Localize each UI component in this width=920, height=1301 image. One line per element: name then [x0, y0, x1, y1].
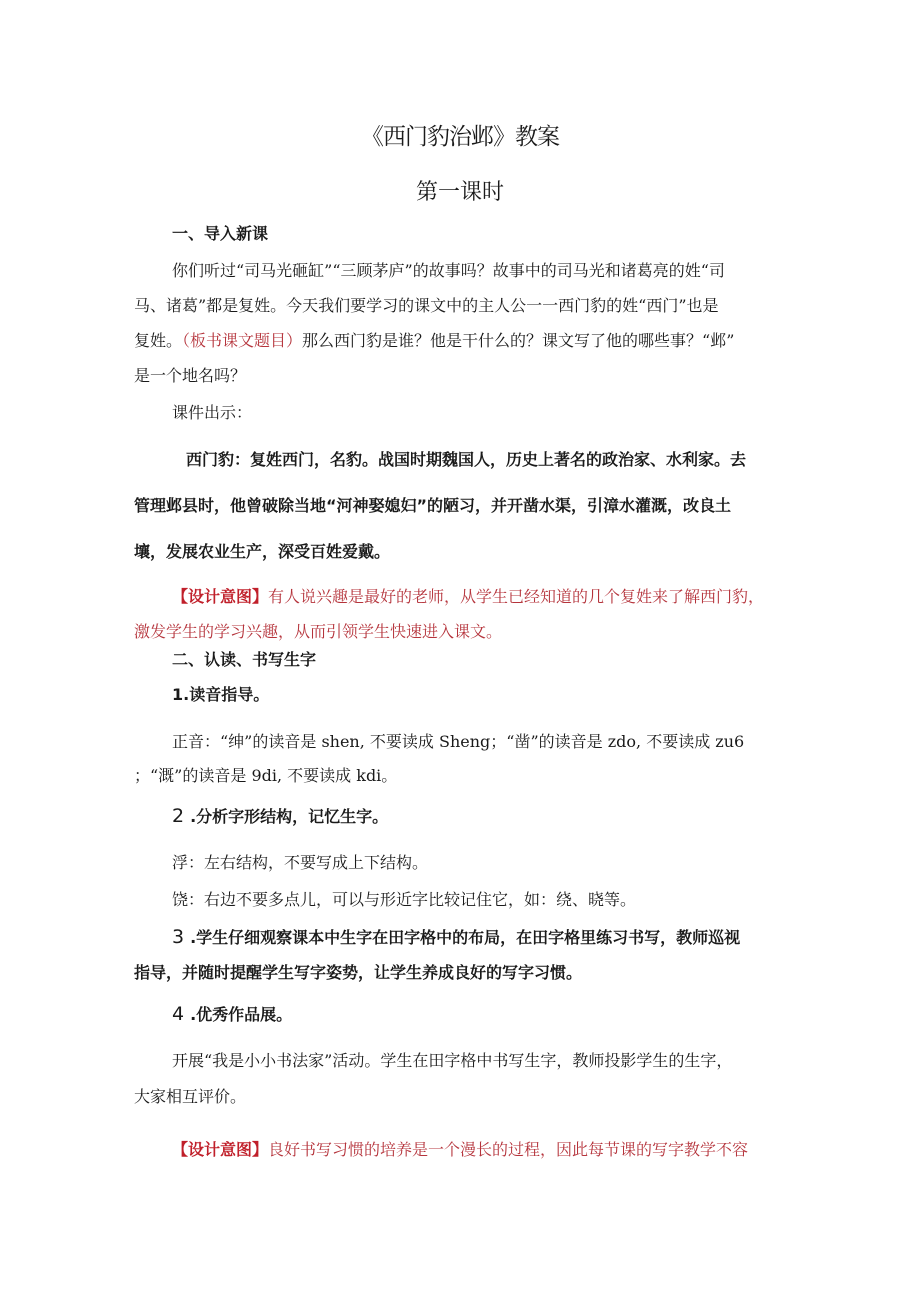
step-label: 1.读音指导。 — [172, 685, 270, 704]
step-label — [172, 806, 388, 827]
page-subtitle: 第一课时 — [415, 180, 504, 205]
activity-line: 大家相互评价。 — [134, 1087, 247, 1106]
design-intent-text: 良好书写习惯的培养是一个漫长的过程，因此每节课的写字教学不容 — [268, 1140, 749, 1159]
paragraph-line: 马、诸葛”都是复姓。今天我们要学习的课文中的主人公一一西门豹的姓“西门”也是 — [134, 296, 719, 315]
text-run: 复姓。 — [134, 331, 183, 350]
board-note: （板书课文题目） — [182, 331, 303, 350]
bio-line: 壤，发展农业生产，深受百姓爱戴。 — [134, 542, 391, 561]
step-number: 3 — [172, 926, 185, 948]
bio-line: 西门豹：复姓西门，名豹。战国时期魏国人，历史上著名的政治家、水利家。去 — [186, 450, 747, 469]
design-intent-text: 有人说兴趣是最好的老师，从学生已经知道的几个复姓来了解西门豹， — [268, 587, 765, 606]
section-heading-intro: 一、导入新课 — [172, 224, 269, 243]
design-intent-tag: 【设计意图】 — [172, 1140, 269, 1159]
character-note: 饶：右边不要多点儿，可以与形近字比较记住它，如：绕、晓等。 — [172, 890, 637, 909]
courseware-label: 课件出示： — [172, 403, 253, 422]
bio-line: 管理邺县时，他曾破除当地“河神娶媳妇”的陋习，并开凿水渠，引漳水灌溉，改良土 — [134, 496, 732, 515]
step-number: 4 — [172, 1003, 185, 1025]
step-number: 2 — [172, 805, 185, 827]
activity-line: 开展“我是小小书法家”活动。学生在田字格中书写生字，教师投影学生的生字， — [172, 1051, 733, 1070]
design-intent — [172, 587, 764, 607]
step-text: .学生仔细观察课本中生字在田字格中的布局，在田字格里练习书写，教师巡视 — [190, 928, 741, 947]
step-text: .优秀作品展。 — [190, 1005, 293, 1024]
paragraph-line: 你们听过“司马光砸缸”“三顾茅庐”的故事吗？故事中的司马光和诸葛亮的姓“司 — [172, 261, 725, 280]
design-intent-tag: 【设计意图】 — [172, 587, 269, 606]
paragraph-line: 是一个地名吗？ — [134, 366, 247, 385]
text-run: 那么西门豹是谁？他是干什么的？课文写了他的哪些事？“邺” — [302, 331, 735, 350]
design-intent-text: 激发学生的学习兴趣，从而引领学生快速进入课文。 — [134, 622, 503, 641]
step-label — [172, 927, 740, 948]
character-note: 浮：左右结构，不要写成上下结构。 — [172, 853, 429, 872]
step-text: .分析字形结构，记忆生字。 — [190, 807, 389, 826]
page-title: 《西门豹治邺》教案 — [361, 124, 559, 150]
paragraph-line — [134, 331, 734, 351]
pronunciation-line: 正音：“绅”的读音是 shen, 不要读成 Sheng；“凿”的读音是 zdo, 不要读成 zu6 — [172, 732, 745, 751]
design-intent — [172, 1140, 748, 1160]
step-label — [172, 1004, 292, 1025]
section-heading-characters: 二、认读、书写生字 — [172, 650, 317, 669]
pronunciation-line: ；“溉”的读音是 9di, 不要读成 kdi。 — [134, 766, 398, 785]
step-text: 指导，并随时提醒学生写字姿势，让学生养成良好的写字习惯。 — [134, 963, 583, 982]
